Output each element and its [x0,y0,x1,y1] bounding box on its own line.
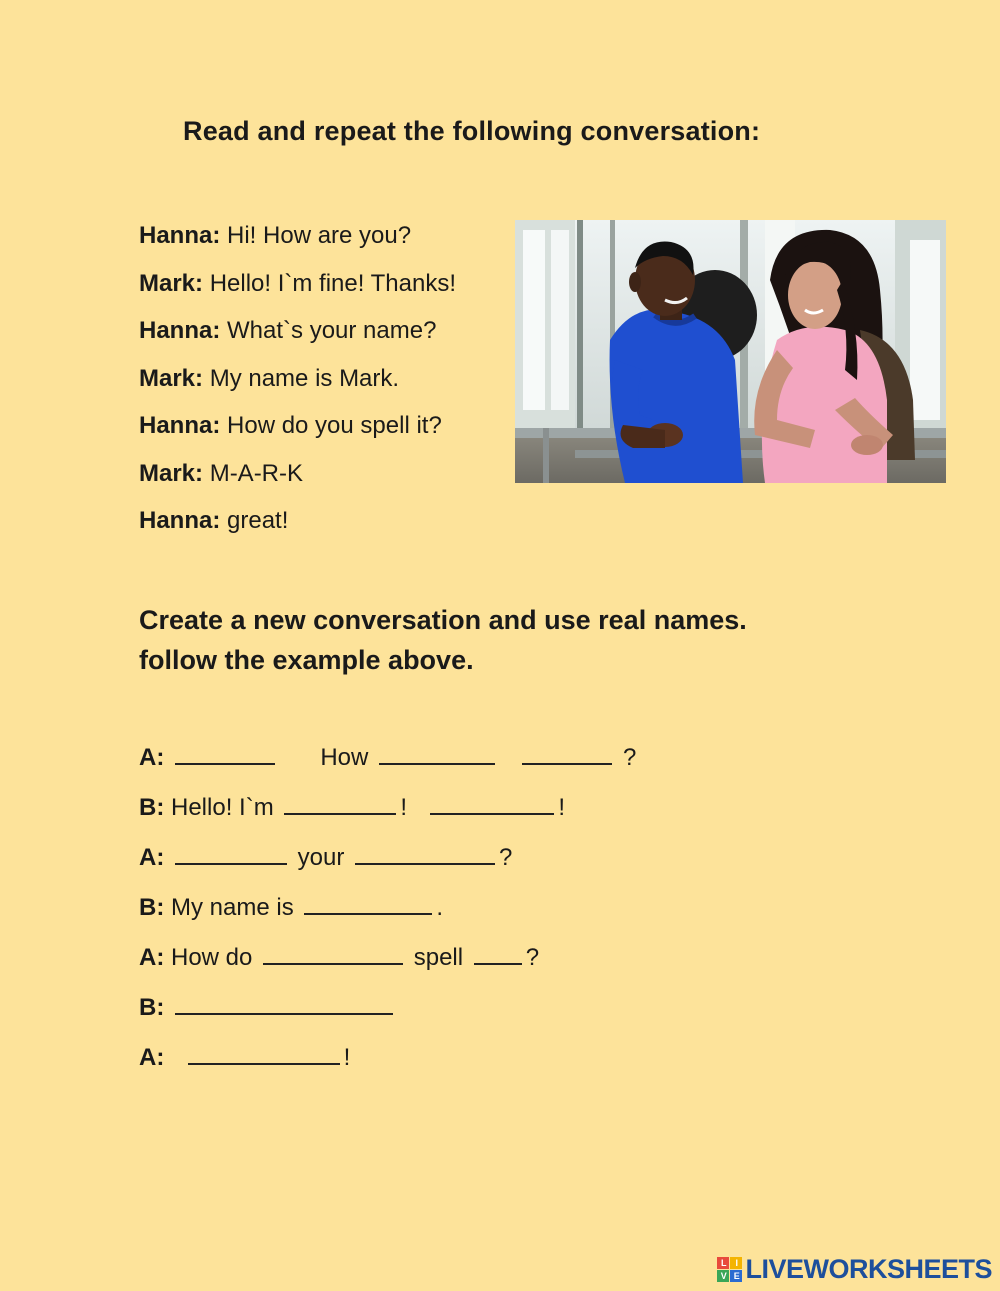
dialogue-line [139,266,509,314]
speaker-name: Hanna: [139,412,221,439]
exercise-text: How do [171,944,253,971]
exercise-line [139,740,636,790]
exercise-line [139,790,636,840]
exercise-line [139,990,636,1040]
liveworksheets-logo [717,1254,992,1285]
speaker-label: B: [139,894,165,921]
exercise-text: How [320,744,369,771]
speaker-name: Mark: [139,364,204,392]
dialogue-line [139,408,509,456]
speaker-label: B: [139,994,165,1021]
dialogue-line [139,503,509,551]
dialogue-line [139,313,509,361]
exercise-text: ! [558,794,566,821]
dialogue-text: Hello! I`m fine! Thanks! [203,269,457,297]
exercise-text: spell [413,944,464,971]
speaker-name: Mark: [139,459,204,487]
answer-blank[interactable] [430,791,554,815]
exercise-line [139,890,636,940]
speaker-label: B: [139,794,165,821]
liveworksheets-logo-icon [717,1257,742,1282]
exercise-text: Hello! I`m [171,794,274,821]
instructions-line: follow the example above. [139,645,474,675]
exercise-text: . [436,894,444,921]
answer-blank[interactable] [175,841,287,865]
instructions [139,600,747,680]
speaker-label: A: [139,844,165,871]
dialogue-text: What`s your name? [220,317,437,344]
dialogue-line [139,361,509,409]
logo-letter: L [717,1257,729,1269]
exercise-text: ? [623,744,637,771]
exercise-text: ! [343,1044,351,1071]
answer-blank[interactable] [188,1041,340,1065]
logo-letter: I [730,1257,742,1269]
exercise-text: My name is [171,894,294,921]
speaker-name: Hanna: [139,317,221,344]
dialogue-line [139,218,509,266]
brand-name: LIVEWORKSHEETS [745,1254,992,1284]
speaker-name: Hanna: [139,507,221,534]
exercise-line [139,1040,636,1090]
exercise-line [139,940,636,990]
dialogue-text: How do you spell it? [220,412,442,439]
dialogue-text: great! [220,507,289,534]
dialogue-text: Hi! How are you? [220,222,412,249]
page-title: Read and repeat the following conversation: [183,116,761,146]
instructions-line: Create a new conversation and use real names. [139,605,747,635]
exercise-line [139,840,636,890]
speaker-label: A: [139,1044,165,1071]
answer-blank[interactable] [263,941,403,965]
fill-in-exercise [139,740,636,1090]
answer-blank[interactable] [474,941,522,965]
answer-blank[interactable] [175,991,393,1015]
dialogue-text: M-A-R-K [203,459,304,487]
example-conversation [139,218,509,551]
conversation-photo [515,220,946,483]
speaker-name: Mark: [139,269,204,297]
speaker-label: A: [139,744,165,771]
exercise-text: ! [400,794,408,821]
logo-letter: E [730,1270,742,1282]
answer-blank[interactable] [379,741,495,765]
answer-blank[interactable] [304,891,432,915]
exercise-text: ? [499,844,513,871]
answer-blank[interactable] [175,741,275,765]
dialogue-text: My name is Mark. [203,364,400,392]
answer-blank[interactable] [284,791,396,815]
exercise-text: ? [525,944,540,971]
speaker-name: Hanna: [139,222,221,249]
exercise-text: your [297,844,345,871]
dialogue-line [139,456,509,504]
answer-blank[interactable] [355,841,495,865]
answer-blank[interactable] [522,741,612,765]
logo-letter: V [717,1270,729,1282]
speaker-label: A: [139,944,165,971]
